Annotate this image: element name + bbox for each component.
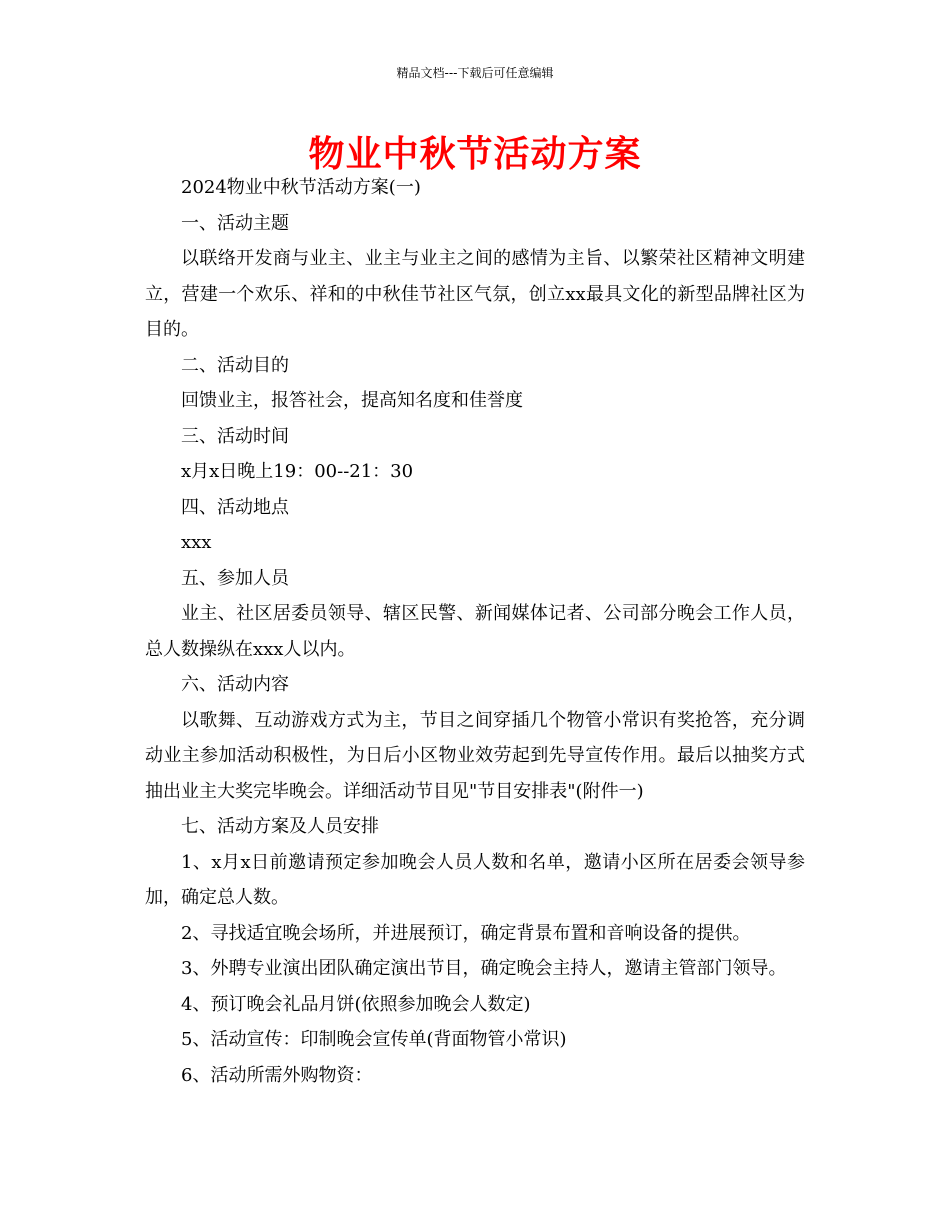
heading-activity-theme: 一、活动主题 (181, 212, 289, 234)
paragraph-plan-subtitle: 2024物业中秋节活动方案(一) (181, 177, 421, 198)
paragraph-activity-content: 以歌舞、互动游戏方式为主，节目之间穿插几个物管小常识有奖抢答，充分调动业主参加活动积极性，为日后小区物业效劳起到先导宣传作用。最后以抽奖方式抽出业主大奖完毕晚会。详细活动节目见"节目安排表"(附件一) (145, 709, 805, 802)
list-item-2: 2、寻找适宜晚会场所，并进展预订，确定背景布置和音响设备的提供。 (181, 922, 751, 944)
heading-activity-content: 六、活动内容 (181, 674, 289, 695)
list-item-1: 1、x月x日前邀请预定参加晚会人员人数和名单，邀请小区所在居委会领导参加，确定总人数。 (145, 851, 805, 908)
paragraph-activity-location: xxx (181, 532, 212, 553)
paragraph-activity-purpose: 回馈业主，报答社会，提高知名度和佳誉度 (181, 390, 523, 411)
list-item-4: 4、预订晚会礼品月饼(依照参加晚会人数定) (181, 993, 531, 1015)
heading-plan-and-staffing: 七、活动方案及人员安排 (181, 816, 379, 837)
heading-activity-time: 三、活动时间 (181, 425, 289, 447)
document-body (145, 170, 805, 1093)
heading-activity-location: 四、活动地点 (181, 496, 289, 518)
paragraph-activity-time: x月x日晚上19：00--21：30 (181, 461, 414, 482)
list-item-3: 3、外聘专业演出团队确定演出节目，确定晚会主持人，邀请主管部门领导。 (181, 958, 787, 979)
document-title: 物业中秋节活动方案 (308, 134, 642, 175)
heading-activity-purpose: 二、活动目的 (181, 354, 289, 376)
list-item-6: 6、活动所需外购物资： (181, 1064, 373, 1086)
paragraph-participants: 业主、社区居委员领导、辖区民警、新闻媒体记者、公司部分晚会工作人员，总人数操纵在xxx人以内。 (145, 603, 805, 660)
heading-participants: 五、参加人员 (181, 567, 289, 589)
header-note: 精品文档---下载后可任意编辑 (396, 66, 554, 80)
paragraph-activity-theme: 以联络开发商与业主、业主与业主之间的感情为主旨、以繁荣社区精神文明建立，营建一个欢乐、祥和的中秋佳节社区气氛，创立xx最具文化的新型品牌社区为目的。 (145, 248, 805, 340)
list-item-5: 5、活动宣传：印制晚会宣传单(背面物管小常识) (181, 1029, 567, 1050)
